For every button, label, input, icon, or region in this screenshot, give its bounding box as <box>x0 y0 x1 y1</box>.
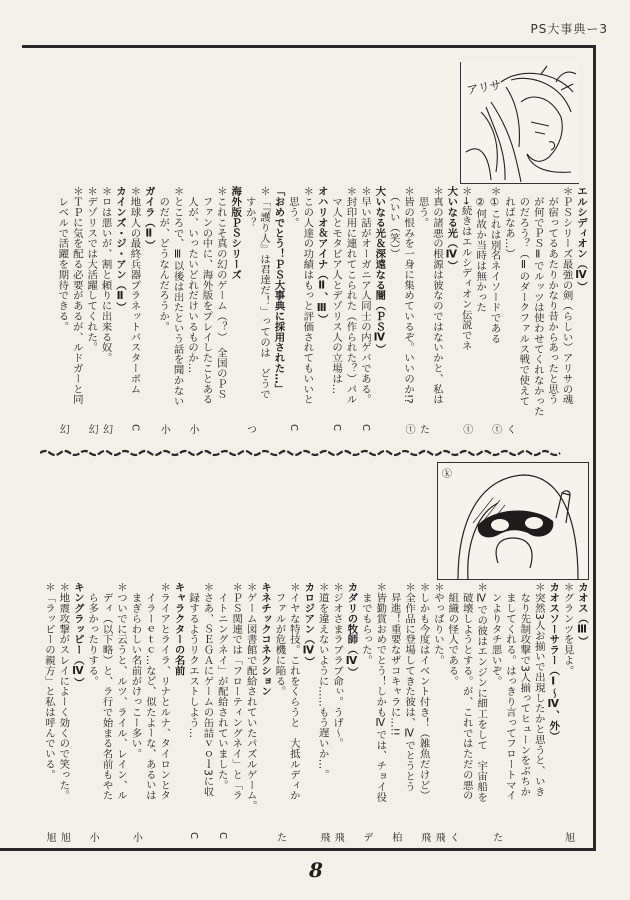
column-text: イラーｅｔｃ…など、似たよーな、あるいは <box>143 582 156 801</box>
author-initial: く <box>447 832 459 842</box>
column-text: 人が、いったいどれだけいるものか… <box>186 186 199 374</box>
author-initial: C <box>216 832 228 839</box>
column-text: ＊道を違えないように……もう遅いか…。 <box>316 582 329 780</box>
column-text: ＊地球人の最終兵器プラネットバスターボム <box>128 186 141 394</box>
entry-text-column <box>56 582 70 842</box>
author-initial: ⓣ <box>403 424 415 434</box>
column-text: カロジアン（Ⅳ） <box>302 582 315 667</box>
author-initial: 幻 <box>100 424 112 434</box>
alisa-sketch-icon <box>461 62 579 183</box>
author-initial: 旭 <box>58 832 70 842</box>
author-initial: C <box>287 424 299 431</box>
column-text: カダリの牧師（Ⅳ） <box>345 582 358 678</box>
frame-bottom-rule <box>0 848 596 851</box>
author-initial: た <box>417 424 429 434</box>
author-initial: つ <box>244 424 256 434</box>
entry-text-column <box>487 186 501 434</box>
page-number: 8 <box>309 858 323 882</box>
entry-text-column <box>170 186 184 420</box>
entry-text-column <box>343 186 357 420</box>
column-text: まぎらわしい名前がけっこー多い。 <box>129 582 142 759</box>
entry-text-column <box>257 186 271 420</box>
column-text: ファンの中に、海外版をプレイしたことある <box>200 186 213 405</box>
column-text: 「おめでとう！ＰＳ大事典に採用された…」 <box>272 186 285 394</box>
entry-heading <box>141 186 155 420</box>
entry-text-column <box>214 582 228 839</box>
entry-text-column <box>474 582 488 828</box>
column-text: 大いなる光＆深遠なる闇（ＰＳⅣ） <box>373 186 386 354</box>
entry-text-column <box>157 582 171 828</box>
column-text: ＊ゲーム図書館で配給されていたパズルゲーム。 <box>244 582 257 811</box>
author-initial: 小 <box>187 424 199 434</box>
entry-heading <box>228 186 242 420</box>
svg-text:ⓚ: ⓚ <box>442 469 452 480</box>
entry-heading <box>171 582 185 828</box>
column-text: 昇進！重要なザコキャラに…!! <box>388 582 401 736</box>
column-text: 破壊しようとする。が、これではただの悪の <box>460 582 473 801</box>
column-text: ＊皆の恨みを一身に集めているぞ。いいのか!? <box>402 186 415 404</box>
entry-text-column <box>142 582 156 828</box>
column-text: ＊ついでに云うと、ルツ、ライル、レイン、ル <box>115 582 127 801</box>
column-text: ンよりタチ悪いぞ。 <box>489 582 502 686</box>
column-text: キネチックコネクション <box>259 582 272 697</box>
column-text: ＊しかも今度はイベント付き！（雑魚だけど） <box>417 582 430 801</box>
entry-text-column <box>530 186 544 420</box>
author-initial: 小 <box>87 832 99 842</box>
entry-heading <box>444 186 458 420</box>
column-text: キングラッピー（Ⅳ） <box>71 582 84 688</box>
entry-text-column <box>114 582 128 828</box>
column-text: ＊皆勤賞おめでとう！しかもⅣでは、チョイ役 <box>374 582 387 802</box>
entry-text-column <box>242 186 256 434</box>
column-text: なり先制攻撃で3人揃ってヒューンをぶちか <box>518 582 531 797</box>
entry-heading <box>372 186 386 420</box>
column-text: ＊封印用に連れてこられた（作られた？）パル <box>344 186 357 405</box>
entry-text-column <box>300 186 314 420</box>
entry-text-column <box>416 582 430 842</box>
column-text: カオスソーサラー（Ⅰ〜Ⅳ、外） <box>547 582 560 742</box>
column-text: ＊地震攻撃がスレイによーく効くので笑った。 <box>57 582 70 801</box>
entry-text-column <box>458 186 472 434</box>
entry-text-column <box>272 582 286 842</box>
entry-text-column <box>531 582 545 828</box>
frame-top-rule <box>22 45 596 48</box>
author-initial: 旭 <box>562 832 574 842</box>
column-text: ましてくれる。はっきり言ってフロートマイ <box>503 582 516 801</box>
column-text: 大いなる光（Ⅳ） <box>445 186 458 271</box>
author-initial: 小 <box>130 832 142 842</box>
entry-heading <box>575 582 589 828</box>
entry-text-column <box>387 582 401 842</box>
column-text: が宿ってるあたりかなり昔からあったと思う <box>546 186 559 405</box>
bottom-entries <box>42 582 589 842</box>
author-initial: 幻 <box>57 424 69 434</box>
entry-text-column <box>185 186 199 434</box>
author-initial: C <box>331 424 343 431</box>
column-text: ＊これこそ真の幻のゲーム（？） 全国のＰＳ <box>214 186 227 400</box>
entry-text-column <box>560 582 574 842</box>
author-initial: 飛 <box>432 832 444 842</box>
entry-text-column <box>186 582 200 839</box>
column-text: ディ（以下略）と、ラ行で始まる名前もやた <box>100 582 113 801</box>
column-text: カオス（Ⅲ） <box>576 582 588 646</box>
column-text: ＊ＰＳ関連では「フローティングネイ」と「ラ <box>230 582 243 801</box>
entry-text-column <box>401 186 415 434</box>
author-initial: C <box>188 832 200 839</box>
column-text: 海外版ＰＳシリーズ <box>229 186 242 280</box>
column-text: ればなあ…） <box>502 186 515 259</box>
column-text: キャラクターの名前 <box>172 582 185 676</box>
entry-text-column <box>156 186 170 434</box>
entry-text-column <box>127 186 141 431</box>
entry-text-column <box>213 186 227 420</box>
entry-heading <box>70 582 84 828</box>
column-text: ＊ところで、Ⅲ以後は出たという話を聞かない <box>171 186 184 406</box>
column-text: ＊真の諸悪の根源は彼なのではないかと、私は <box>430 186 443 405</box>
entry-text-column <box>286 582 300 828</box>
entry-text-column <box>488 582 502 842</box>
column-text: ＊①これは別名ネイソードである <box>488 186 501 344</box>
author-initial: デ <box>360 832 372 842</box>
author-initial: 小 <box>158 424 170 434</box>
entry-heading <box>301 582 315 828</box>
column-text: ＊突然3人お揃いで出現したかと思うと、いき <box>532 582 545 797</box>
column-text: ＊早い話がオーガニア人同士の内ゲバである。 <box>358 186 371 405</box>
entry-text-column <box>315 582 329 842</box>
author-initial: 飛 <box>418 832 430 842</box>
entry-text-column <box>502 186 516 434</box>
entry-heading <box>344 582 358 828</box>
column-text: ガイラ（Ⅱ） <box>142 186 155 250</box>
entry-text-column <box>503 582 517 828</box>
entry-heading <box>258 582 272 828</box>
column-text: のだろう？（Ⅱのダークファルス戦で使えて <box>517 186 530 406</box>
entry-heading <box>546 582 560 828</box>
column-text: ら多かったりする。 <box>86 582 99 686</box>
author-initial: C <box>129 424 141 431</box>
entry-text-column <box>99 582 113 828</box>
entry-text-column <box>285 186 299 431</box>
column-text: ＊Ⅳでの彼はエンジンに細工をして 宇宙船を <box>475 582 488 802</box>
column-text: マ人とモタビア人とデゾリス人の立場は… <box>330 186 343 394</box>
entry-text-column <box>559 186 573 420</box>
author-initial: た <box>490 832 502 842</box>
entry-text-column <box>243 582 257 828</box>
entry-text-column <box>330 582 344 842</box>
column-text: ＊ロは悪いが、割と頼りに出来る奴。 <box>99 186 112 363</box>
column-text: ＊ＴＰに気を配る必要があるが、ルドガーと同 <box>70 186 83 405</box>
column-text: ＊→続きはエルシディオン伝説でネ <box>459 186 472 351</box>
column-text: イトニングネイ」が配給されていました。 <box>215 582 228 790</box>
entry-text-column <box>415 186 429 434</box>
author-initial: C <box>359 424 371 431</box>
column-text: ＊ＰＳシリーズ最強の剣（らしい）アリサの魂 <box>560 186 573 405</box>
column-text: ②何故か当時は無かった <box>474 186 487 313</box>
entry-heading <box>314 186 328 420</box>
column-text: ＊全作品に登場してきた彼は、Ⅳでとうとう <box>403 582 416 792</box>
column-text: オハリオ＆アイナ（Ⅱ、Ⅲ） <box>315 186 328 325</box>
entry-text-column <box>445 582 459 842</box>
entry-heading <box>574 186 588 420</box>
column-text: すか？ <box>243 186 256 228</box>
column-text: ＊この人達の功績はもっと評価されてもいいと <box>301 186 314 405</box>
entry-text-column <box>55 186 69 434</box>
author-initial: 飛 <box>332 832 344 842</box>
column-text: ＊「『護り人』は君達だ！」ってのは どうで <box>258 186 271 400</box>
entry-text-column <box>373 582 387 828</box>
entry-text-column <box>329 186 343 431</box>
entry-text-column <box>402 582 416 828</box>
illustration-masked-figure <box>437 462 589 580</box>
entry-text-column <box>359 582 373 842</box>
masked-figure-sketch-icon <box>438 463 588 579</box>
author-initial: 飛 <box>317 832 329 842</box>
top-entries <box>55 186 588 434</box>
entry-text-column <box>85 582 99 842</box>
entry-text-column <box>431 582 445 842</box>
entry-text-column <box>517 582 531 828</box>
entry-heading <box>113 186 127 420</box>
column-text: ＊ジオさまラブラブ命ぃ。うげ〜。 <box>331 582 344 749</box>
entry-text-column <box>229 582 243 828</box>
author-initial: ⓣ <box>489 424 501 434</box>
column-text: までもらった。 <box>359 582 372 666</box>
entry-text-column <box>545 186 559 420</box>
author-initial: 幻 <box>86 424 98 434</box>
column-text: 録するようリクエストしよう… <box>187 582 200 738</box>
column-text: ＊グランツを見よ。 <box>561 582 574 676</box>
column-text: ＊やっぱりいた。 <box>431 582 444 666</box>
entry-text-column <box>199 186 213 420</box>
entry-text-column <box>386 186 400 420</box>
author-initial: く <box>503 424 515 434</box>
entry-text-column <box>516 186 530 420</box>
author-initial: 柏 <box>389 832 401 842</box>
illustration-alisa <box>460 62 579 184</box>
column-text: ＊ライアとライラ、リナとルナ、タイロンとタ <box>158 582 171 801</box>
entry-text-column <box>358 186 372 431</box>
column-text: ＊イヤな特技。これをくらうと 大抵ルディか <box>287 582 300 801</box>
column-text: （いい（笑）） <box>387 186 400 259</box>
column-text: 組織の怪人である。 <box>446 582 459 686</box>
column-text: エルシディオン（Ⅳ） <box>575 186 587 292</box>
column-text: のだが、どうなんだろうか。 <box>157 186 170 332</box>
entry-text-column <box>98 186 112 434</box>
author-initial: 旭 <box>43 832 55 842</box>
column-text: ファルが危機に陥る。 <box>273 582 286 697</box>
entry-text-column <box>473 186 487 420</box>
entry-heading <box>271 186 285 420</box>
column-text: ＊さあ、ＳＥＧＡにゲームの缶詰ｖｏｌ3に収 <box>201 582 214 797</box>
entry-text-column <box>430 186 444 420</box>
frame-right-rule <box>593 45 596 850</box>
page-header-title: PS大事典ー3 <box>530 22 608 36</box>
author-initial: た <box>274 832 286 842</box>
alisa-caption-lettering: アリサ <box>465 77 503 98</box>
column-text: カインズ・ジ・アン（Ⅱ） <box>114 186 126 313</box>
column-text: が何でＰＳⅡでルッツは使わせてくれなかった <box>531 186 544 417</box>
entry-text-column <box>84 186 98 434</box>
column-text: ＊デゾリスでは大活躍してくれた。 <box>85 186 98 353</box>
entry-text-column <box>42 582 56 842</box>
entry-text-column <box>69 186 83 420</box>
entry-text-column <box>459 582 473 828</box>
author-initial: ⓣ <box>460 424 472 434</box>
column-text: 思う。 <box>416 186 429 228</box>
wavy-divider <box>40 446 565 460</box>
column-text: ＊「ラッピーの親方」と私は呼んでいる。 <box>42 582 55 780</box>
entry-text-column <box>128 582 142 842</box>
entry-text-column <box>200 582 214 828</box>
column-text: レベルで活躍を期待できる。 <box>56 186 69 332</box>
column-text: 思う。 <box>286 186 299 228</box>
